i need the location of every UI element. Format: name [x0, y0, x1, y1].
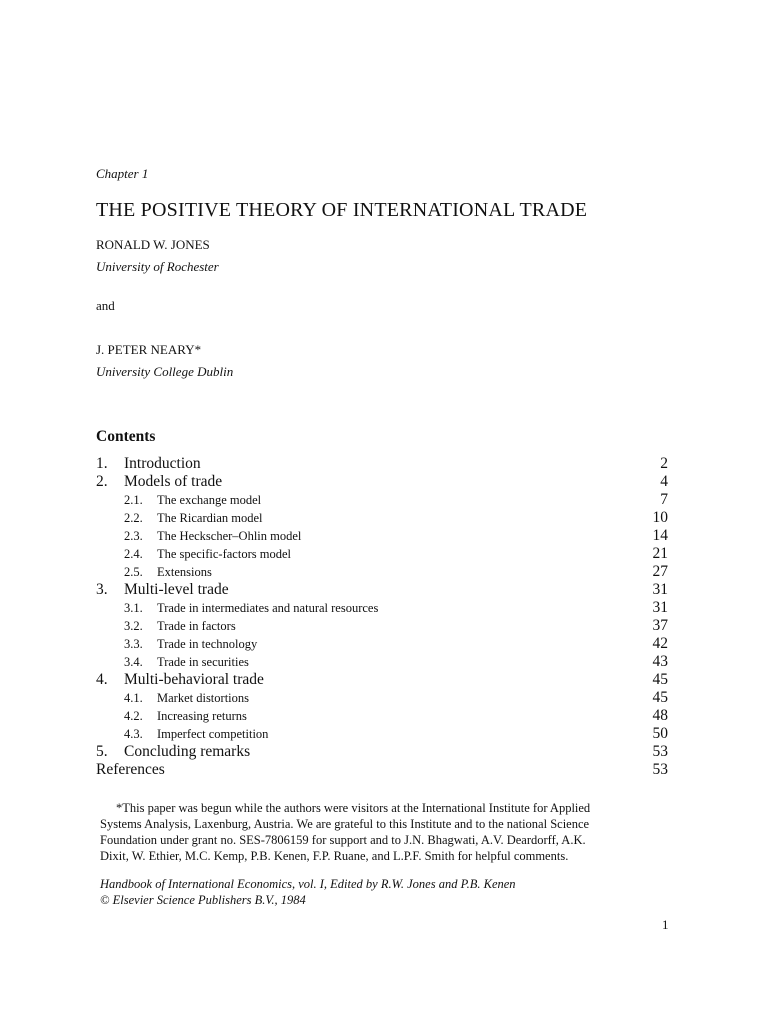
toc-entry: [96, 545, 668, 563]
toc-entry-number: 3.: [96, 581, 108, 598]
toc-entry: [96, 509, 668, 527]
toc-entry-page: 14: [652, 527, 668, 544]
chapter-label: Chapter 1: [96, 166, 149, 181]
toc-entry-page: 2: [660, 455, 668, 472]
toc-entry-number: 3.2.: [124, 619, 143, 633]
toc-entry-number: 4.3.: [124, 727, 143, 741]
author-affiliation-2: University College Dublin: [96, 364, 234, 379]
toc-entry-number: 4.: [96, 671, 108, 688]
toc-entry-label: The specific-factors model: [157, 547, 291, 561]
toc-entry-number: 3.1.: [124, 601, 143, 615]
toc-entry-number: 5.: [96, 743, 108, 760]
toc-entry: [96, 743, 668, 761]
toc-entry-page: 4: [660, 473, 668, 490]
contents-heading: Contents: [96, 428, 156, 445]
chapter-title: THE POSITIVE THEORY OF INTERNATIONAL TRADE: [96, 199, 588, 221]
toc-entry-page: 31: [652, 599, 668, 616]
table-of-contents: [96, 455, 668, 779]
toc-entry-number: 2.: [96, 473, 108, 490]
page-number: 1: [662, 917, 669, 932]
toc-entry-page: 42: [652, 635, 668, 652]
toc-entry: [96, 689, 668, 707]
toc-entry-number: 2.3.: [124, 529, 143, 543]
toc-entry-page: 48: [652, 707, 668, 724]
toc-entry: [96, 653, 668, 671]
toc-entry: [96, 761, 668, 779]
toc-entry-label: Imperfect competition: [157, 727, 269, 741]
toc-entry-label: The Heckscher–Ohlin model: [157, 529, 302, 543]
toc-entry: [96, 635, 668, 653]
toc-entry: [96, 581, 668, 599]
footnote-line: Dixit, W. Ethier, M.C. Kemp, P.B. Kenen, F.P. Ruane, and L.P.F. Smith for helpful comments.: [100, 849, 569, 863]
toc-entry-page: 45: [652, 671, 668, 688]
toc-entry-label: References: [96, 761, 165, 778]
toc-entry-page: 10: [652, 509, 668, 526]
toc-entry-label: Multi-level trade: [124, 581, 229, 598]
toc-entry-page: 37: [652, 617, 668, 634]
toc-entry-page: 50: [652, 725, 668, 742]
toc-entry: [96, 527, 668, 545]
toc-entry-label: Multi-behavioral trade: [124, 671, 264, 688]
toc-entry-label: Increasing returns: [157, 709, 247, 723]
publication-imprint: [100, 876, 516, 908]
toc-entry-label: Trade in factors: [157, 619, 236, 633]
toc-entry-number: 4.2.: [124, 709, 143, 723]
footnote-line: Systems Analysis, Laxenburg, Austria. We are grateful to this Institute and to the national Science: [100, 817, 590, 831]
toc-entry: [96, 491, 668, 509]
toc-entry-number: 3.4.: [124, 655, 143, 669]
toc-entry: [96, 473, 668, 491]
toc-entry-number: 2.1.: [124, 493, 143, 507]
toc-entry-page: 45: [652, 689, 668, 706]
toc-entry: [96, 617, 668, 635]
toc-entry: [96, 671, 668, 689]
toc-entry-page: 21: [652, 545, 668, 562]
toc-entry-number: 1.: [96, 455, 108, 472]
toc-entry-page: 7: [660, 491, 668, 508]
imprint-line-copyright: © Elsevier Science Publishers B.V., 1984: [100, 893, 306, 907]
toc-entry: [96, 599, 668, 617]
toc-entry-label: Trade in technology: [157, 637, 258, 651]
toc-entry-page: 31: [652, 581, 668, 598]
toc-entry: [96, 707, 668, 725]
toc-entry-number: 2.5.: [124, 565, 143, 579]
imprint-line-handbook: Handbook of International Economics, vol. I, Edited by R.W. Jones and P.B. Kenen: [100, 877, 516, 891]
toc-entry-page: 53: [652, 761, 668, 778]
author-name-1: RONALD W. JONES: [96, 237, 210, 252]
toc-entry-page: 43: [652, 653, 668, 670]
toc-entry-number: 4.1.: [124, 691, 143, 705]
toc-entry-page: 53: [652, 743, 668, 760]
toc-entry-number: 2.2.: [124, 511, 143, 525]
toc-entry-label: The Ricardian model: [157, 511, 263, 525]
author-affiliation-1: University of Rochester: [96, 259, 219, 274]
toc-entry-page: 27: [652, 563, 668, 580]
toc-entry-label: Models of trade: [124, 473, 223, 490]
toc-entry-label: Introduction: [124, 455, 201, 472]
toc-entry-label: The exchange model: [157, 493, 262, 507]
toc-entry: [96, 725, 668, 743]
toc-entry: [96, 563, 668, 581]
footnote: [100, 800, 676, 864]
author-connector: and: [96, 298, 115, 313]
author-name-2: J. PETER NEARY*: [96, 342, 202, 357]
footnote-line: *This paper was begun while the authors were visitors at the International Institute for Applied: [116, 801, 591, 815]
toc-entry-label: Trade in intermediates and natural resources: [157, 601, 379, 615]
toc-entry-number: 3.3.: [124, 637, 143, 651]
toc-entry-label: Concluding remarks: [124, 743, 251, 760]
toc-entry-label: Extensions: [157, 565, 212, 579]
toc-entry-label: Market distortions: [157, 691, 250, 705]
toc-entry: [96, 455, 668, 473]
toc-entry-label: Trade in securities: [157, 655, 249, 669]
footnote-line: Foundation under grant no. SES-7806159 for support and to J.N. Bhagwati, A.V. Deardorff, A.K.: [100, 833, 586, 847]
toc-entry-number: 2.4.: [124, 547, 143, 561]
